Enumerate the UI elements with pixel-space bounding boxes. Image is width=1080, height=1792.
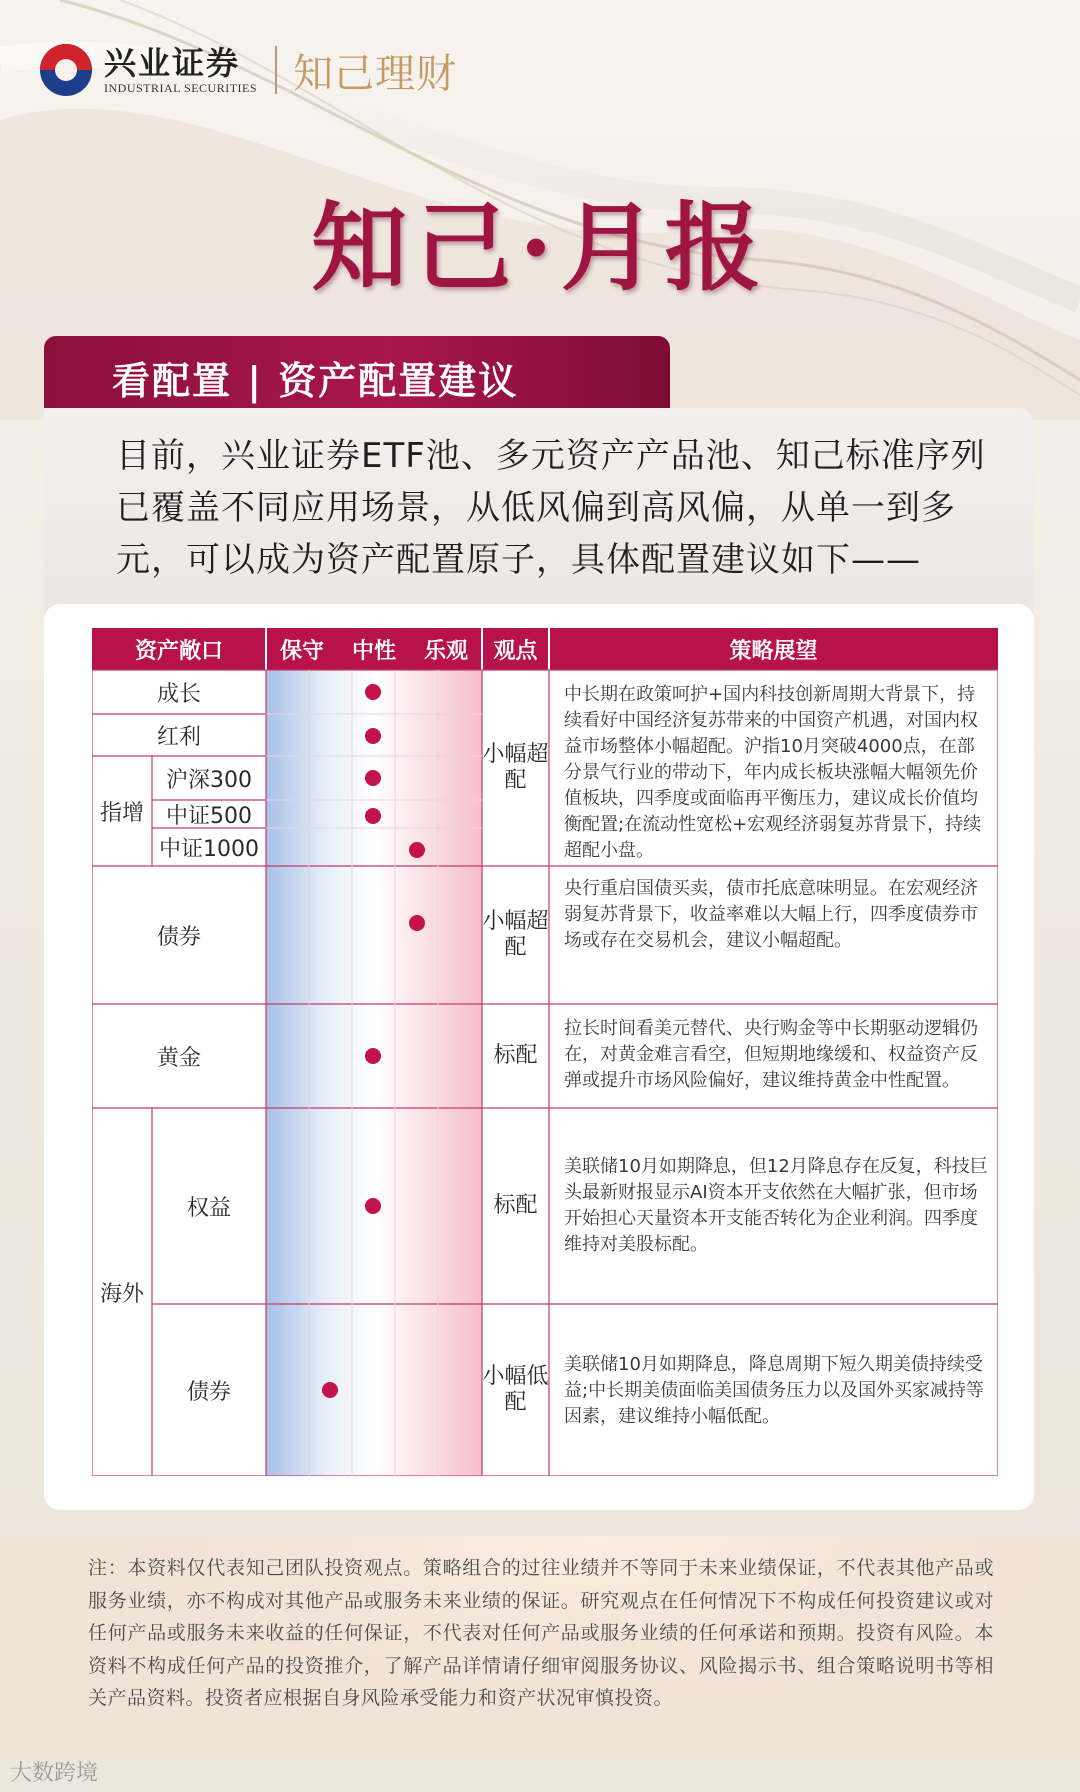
view-label: 标配 [493,1043,538,1068]
outlook-text: 央行重启国债买卖，债市托底意味明显。在宏观经济弱复苏背景下，收益率难以大幅上行，四季度债券市场或存在交易机会，建议小幅超配。 [564,878,978,951]
section-tab [44,336,670,412]
intro-paragraph: 目前，兴业证券ETF池、多元资产产品池、知己标准序列已覆盖不同应用场景，从低风偏到高风偏，从单一到多元，可以成为资产配置原子，具体配置建议如下—— [116,436,986,580]
sub-brand: 知己理财 [293,50,458,97]
header-neutral: 中性 [351,638,396,664]
header-divider [275,46,277,94]
watermark: 大数跨境 [10,1761,99,1786]
asset-label: 沪深300 [166,767,252,793]
position-dot-neutral [365,684,381,700]
position-dot-neutral [365,1198,381,1214]
header-view: 观点 [493,638,538,664]
header-outlook: 策略展望 [729,638,818,664]
group-label-overseas: 海外 [99,1281,144,1307]
asset-label: 中证1000 [159,836,259,862]
position-dot-neutral [365,1048,381,1064]
asset-label: 中证500 [166,803,252,829]
asset-label: 债券 [186,1379,231,1405]
header-asset: 资产敞口 [134,638,223,664]
position-dot-neutral [365,728,381,744]
brand-header [40,40,457,100]
outlook-text: 美联储10月如期降息，降息周期下短久期美债持续受益;中长期美债面临美国债务压力以及国外买家减持等因素，建议维持小幅低配。 [564,1354,985,1427]
outlook-text: 美联储10月如期降息，但12月降息存在反复，科技巨头最新财报显示AI资本开支依然在大幅扩张，但市场开始担心天量资本开支能否转化为企业利润。四季度维持对美股标配。 [564,1156,988,1255]
asset-label: 权益 [186,1195,231,1221]
asset-label: 债券 [156,924,201,950]
view-label: 小幅超配 [482,909,549,960]
allocation-table [92,628,998,1476]
brand-logo-icon [40,44,92,96]
outlook-text: 中长期在政策呵护+国内科技创新周期大背景下，持续看好中国经济复苏带来的中国资产机遇，对国内权益市场整体小幅超配。沪指10月突破4000点，在部分景气行业的带动下，年内成长板块涨幅大幅领先价值板块，四季度或面临再平衡压力，建议成长价值均衡配置;在流动性宽松+宏观经济弱复苏背景下，持续超配小盘。 [564,684,982,861]
disclaimer-text: 注：本资料仅代表知己团队投资观点。策略组合的过往业绩并不等同于未来业绩保证，不代表其他产品或服务业绩，亦不构成对其他产品或服务未来业绩的保证。研究观点在任何情况下不构成任何投资建议或对任何产品或服务未来收益的任何保证，不代表对任何产品或服务业绩的任何承诺和预期。投资有风险。本资料不构成任何产品的投资推介，了解产品详情请仔细审阅服务协议、风险揭示书、组合策略说明书等相关产品资料。投资者应根据自身风险承受能力和资产状况审慎投资。 [88,1557,994,1709]
section-tab-label: 看配置 | 资产配置建议 [112,358,519,403]
brand-name [104,45,257,95]
asset-label: 黄金 [156,1045,201,1071]
position-gauge-background [266,670,482,1476]
view-label: 小幅低配 [482,1364,549,1415]
brand-name-cn: 兴业证券 [104,44,241,82]
view-label: 标配 [493,1193,538,1218]
outlook-text: 拉长时间看美元替代、央行购金等中长期驱动逻辑仍在，对黄金难言看空，但短期地缘缓和、权益资产反弹或提升市场风险偏好，建议维持黄金中性配置。 [564,1018,978,1091]
asset-label: 成长 [156,681,201,707]
position-dot-conservative [322,1382,338,1398]
page-title: 知己·月报 [311,191,769,304]
header-conservative: 保守 [279,638,324,664]
asset-label: 红利 [156,724,201,750]
intro-card [44,408,1034,618]
group-label-index-enhanced: 指增 [99,800,144,826]
header-optimistic: 乐观 [423,638,468,664]
brand-name-en: INDUSTRIAL SECURITIES [104,81,258,95]
position-dot-optimistic [409,842,425,858]
position-dot-optimistic [409,915,425,931]
position-dot-neutral [365,808,381,824]
view-label: 小幅超配 [482,742,549,793]
position-dot-neutral [365,770,381,786]
